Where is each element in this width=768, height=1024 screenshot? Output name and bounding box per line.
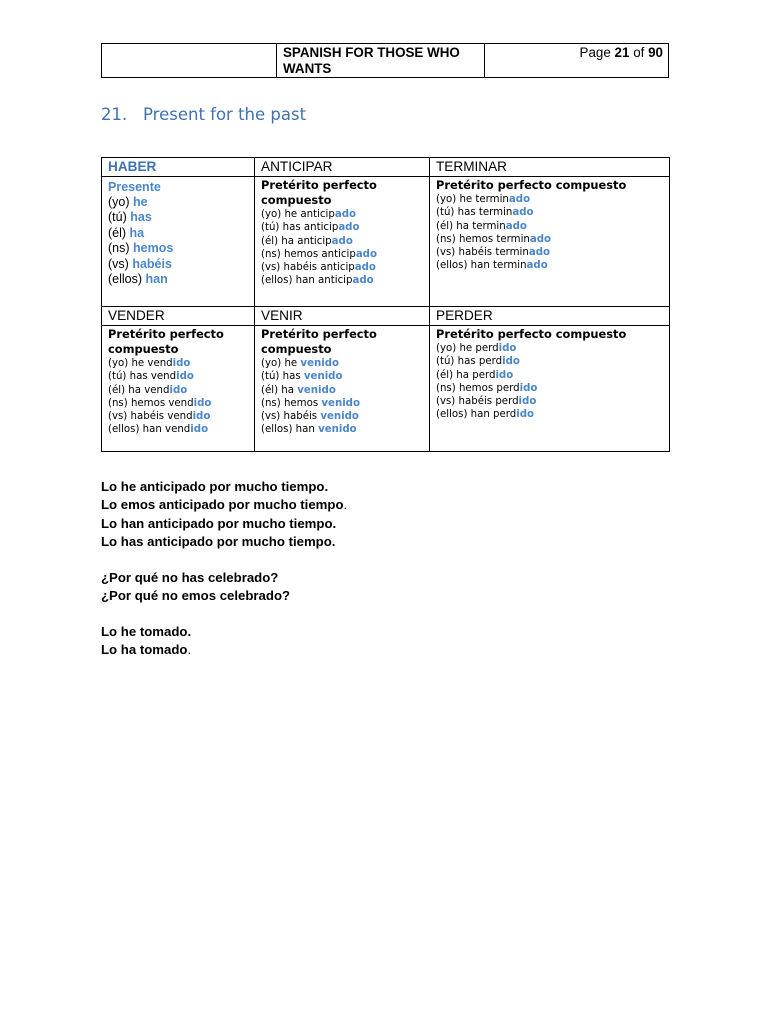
table-header-row [102, 307, 670, 326]
list-item: (yo) he venido [261, 358, 340, 369]
sentence: Lo emos anticipado por mucho tiempo. [101, 497, 348, 513]
tense-label: Pretérito perfecto compuesto [108, 327, 224, 356]
list-item: (ellos) han vendido [108, 424, 209, 436]
list-item: (vs) habéis anticipado [261, 262, 376, 274]
sentence: Lo has anticipado por mucho tiempo. [101, 533, 336, 549]
conjugation-table [101, 157, 670, 452]
list-item: (ellos) han perdido [436, 409, 535, 421]
conjugation-list [436, 193, 663, 273]
list-item: (él) ha anticipado [261, 235, 353, 247]
list-item: (vs) habéis terminado [436, 247, 550, 259]
table-row [102, 326, 670, 452]
conjugation-list [108, 195, 248, 287]
conjugation-list [261, 208, 423, 288]
verb-header-anticipar: ANTICIPAR [255, 158, 430, 177]
verb-header-venir: VENIR [255, 307, 430, 326]
list-item: (él) ha perdido [436, 369, 514, 381]
verb-header-perder: PERDER [430, 307, 670, 326]
list-item: (vs) habéis venido [261, 411, 359, 423]
list-item: (tú) has venido [261, 371, 343, 383]
list-item: (ns) hemos venido [261, 397, 360, 409]
conjugation-list [261, 357, 423, 437]
verb-header-terminar: TERMINAR [430, 158, 670, 177]
sentence: ¿Por qué no has celebrado? [101, 570, 279, 585]
list-item: (yo) he vendido [108, 358, 191, 369]
list-item: (yo) he [108, 195, 148, 209]
list-item: (él) ha [108, 225, 145, 240]
verb-header-vender: VENDER [102, 307, 255, 326]
page-number: Page 21 of 90 [485, 44, 669, 78]
sentence: Lo he anticipado por mucho tiempo. [101, 479, 329, 494]
list-item: (ns) hemos vendido [108, 397, 212, 409]
venir-cell [255, 326, 430, 452]
list-item: (tú) has vendido [108, 371, 194, 383]
list-item: (tú) has perdido [436, 356, 520, 368]
conjugation-list [436, 342, 663, 422]
list-item: (ellos) han venido [261, 424, 357, 436]
list-item: (vs) habéis [108, 256, 172, 271]
list-item: (vs) habéis perdido [436, 396, 537, 408]
list-item: (yo) he terminado [436, 194, 531, 205]
example-sentences-questions [101, 569, 290, 606]
tense-label: Pretérito perfecto compuesto [261, 327, 377, 356]
haber-cell [102, 177, 255, 307]
list-item: (yo) he perdido [436, 343, 517, 354]
page-header [101, 43, 669, 78]
section-number: 21. [101, 105, 128, 124]
tense-label: Presente [108, 180, 161, 194]
example-sentences-tomado [101, 623, 191, 660]
perder-cell [430, 326, 670, 452]
list-item: (él) ha vendido [108, 384, 188, 396]
list-item: (ns) hemos perdido [436, 382, 538, 394]
example-sentences-anticipado [101, 478, 347, 551]
tense-label: Pretérito perfecto compuesto [261, 178, 377, 207]
table-row [102, 177, 670, 307]
list-item: (tú) has terminado [436, 207, 534, 219]
anticipar-cell [255, 177, 430, 307]
section-title: Present for the past [143, 105, 307, 124]
verb-header-haber: HABER [102, 158, 255, 177]
sentence: Lo ha tomado. [101, 642, 192, 658]
list-item: (vs) habéis vendido [108, 411, 211, 423]
sentence: ¿Por qué no emos celebrado? [101, 588, 291, 604]
list-item: (ns) hemos anticipado [261, 248, 377, 260]
conjugation-list [108, 357, 248, 437]
list-item: (tú) has [108, 210, 152, 225]
list-item: (ns) hemos terminado [436, 233, 552, 245]
list-item: (yo) he anticipado [261, 209, 357, 220]
tense-label: Pretérito perfecto compuesto [436, 327, 627, 341]
table-header-row [102, 158, 670, 177]
sentence: Lo he tomado. [101, 624, 192, 639]
list-item: (ellos) han [108, 272, 168, 287]
section-heading [101, 105, 306, 124]
header-empty-cell [102, 44, 277, 78]
list-item: (ns) hemos [108, 241, 174, 256]
document-title: SPANISH FOR THOSE WHO WANTS [277, 44, 485, 78]
list-item: (ellos) han terminado [436, 260, 548, 272]
sentence: Lo han anticipado por mucho tiempo. [101, 515, 337, 531]
list-item: (tú) has anticipado [261, 222, 360, 234]
vender-cell [102, 326, 255, 452]
list-item: (ellos) han anticipado [261, 275, 374, 287]
list-item: (él) ha venido [261, 384, 336, 396]
terminar-cell [430, 177, 670, 307]
tense-label: Pretérito perfecto compuesto [436, 178, 627, 192]
list-item: (él) ha terminado [436, 220, 527, 232]
